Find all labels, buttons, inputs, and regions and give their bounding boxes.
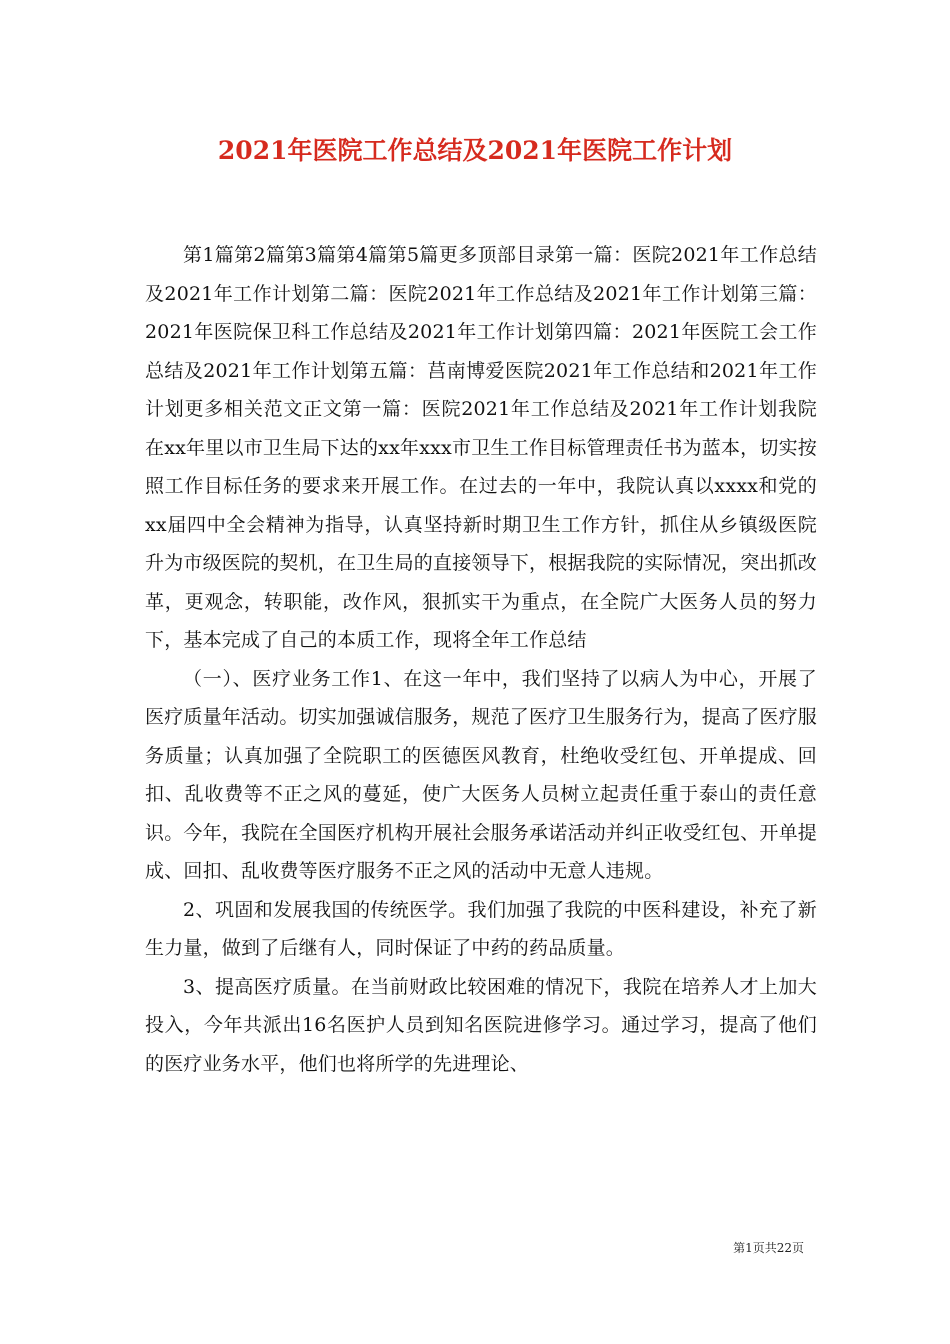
document-title: 2021年医院工作总结及2021年医院工作计划 bbox=[217, 136, 733, 165]
paragraph-section-1: （一）、医疗业务工作1、在这一年中，我们坚持了以病人为中心，开展了医疗质量年活动。切实加强诚信服务，规范了医疗卫生服务行为，提高了医疗服务质量；认真加强了全院职工的医德医风教育，杜绝收受红包、开单提成、回扣、乱收费等不正之风的蔓延，使广大医务人员树立起责任重于泰山的责任意识。今年，我院在全国医疗机构开展社会服务承诺活动并纠正收受红包、开单提成、回扣、乱收费等医疗服务不正之风的活动中无意人违规。 bbox=[145, 667, 818, 882]
paragraph-intro: 第1篇第2篇第3篇第4篇第5篇更多顶部目录第一篇：医院2021年工作总结及2021年工作计划第二篇：医院2021年工作总结及2021年工作计划第三篇：2021年医院保卫科工作总结及2021年工作计划第四篇：2021年医院工会工作总结及2021年工作计划第五篇：莒南博爱医院2021年工作总结和2021年工作计划更多相关范文正文第一篇：医院2021年工作总结及2021年工作计划我院在xx年里以市卫生局下达的xx年xxx市卫生工作目标管理责任书为蓝本，切实按照工作目标任务的要求来开展工作。在过去的一年中，我院认真以xxxx和党的xx届四中全会精神为指导，认真坚持新时期卫生工作方针，抓住从乡镇级医院升为市级医院的契机，在卫生局的直接领导下，根据我院的实际情况，突出抓改革，更观念，转职能，改作风，狠抓实干为重点，在全院广大医务人员的努力下，基本完成了自己的本质工作，现将全年工作总结 bbox=[145, 244, 818, 651]
page-number: 第1页共22页 bbox=[733, 1241, 804, 1255]
paragraph-item-2: 2、巩固和发展我国的传统医学。我们加强了我院的中医科建设，补充了新生力量，做到了后继有人，同时保证了中药的药品质量。 bbox=[145, 898, 817, 959]
paragraph-item-3: 3、提高医疗质量。在当前财政比较困难的情况下，我院在培养人才上加大投入，今年共派出16名医护人员到知名医院进修学习。通过学习，提高了他们的医疗业务水平，他们也将所学的先进理论、 bbox=[145, 975, 817, 1075]
document-body bbox=[145, 236, 817, 1083]
